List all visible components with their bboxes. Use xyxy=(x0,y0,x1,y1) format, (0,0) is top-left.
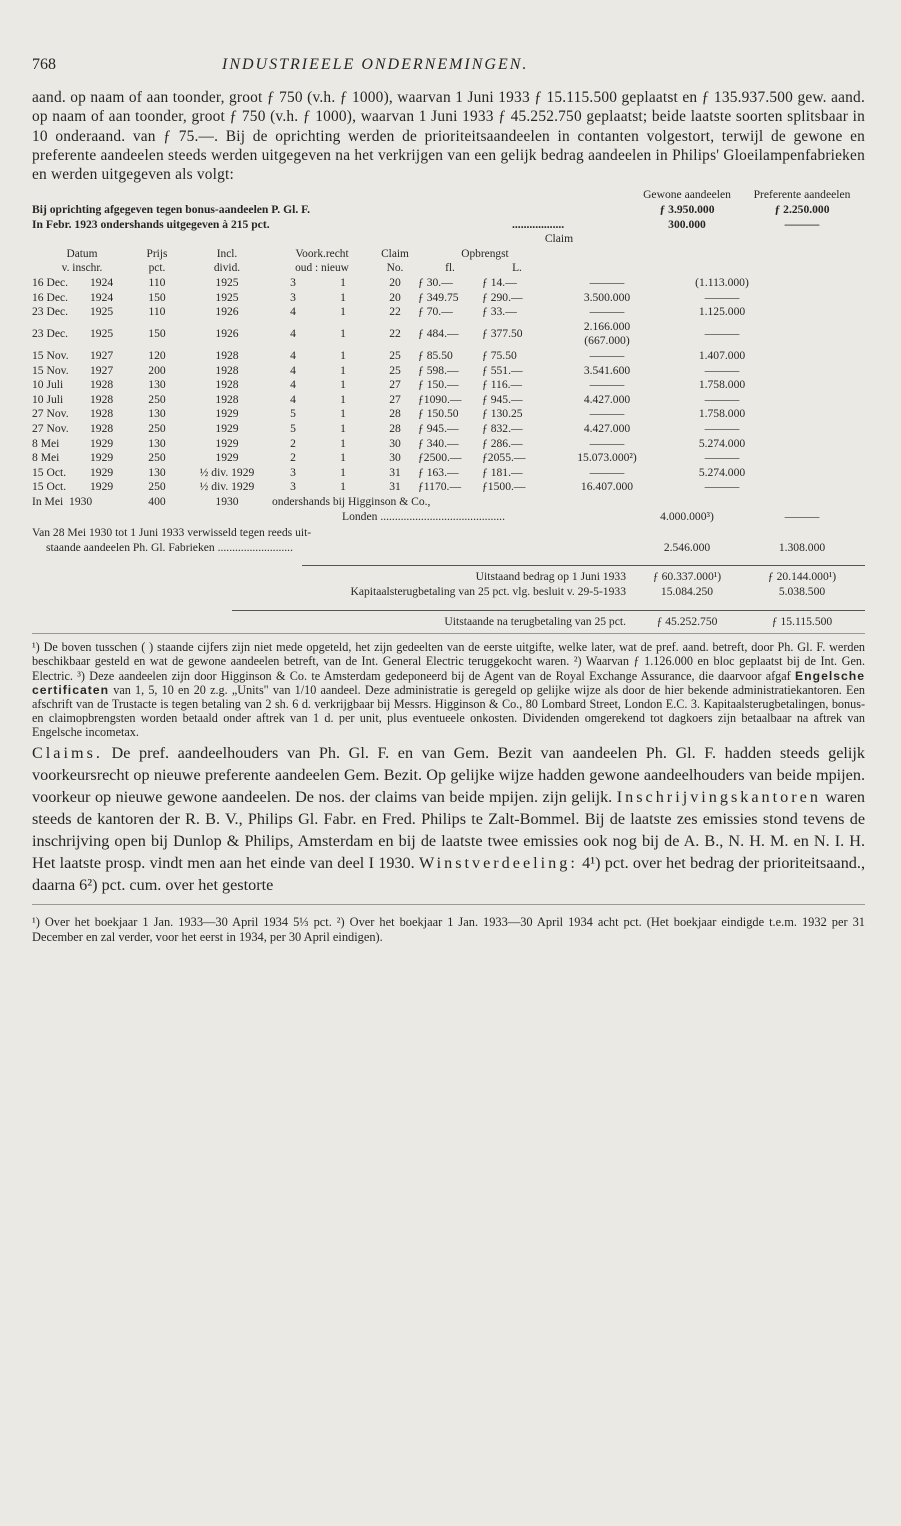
table-row: 15 Oct. 1929 130 ½ div. 1929 3 1 31 ƒ 163.— ƒ 181.— ——— 5.274.000 xyxy=(32,465,746,479)
table-row: 27 Nov. 1928 250 1929 5 1 28 ƒ 945.— ƒ 832.— 4.427.000 ——— xyxy=(32,421,740,435)
row-na-terugbetaling: Uitstaande na terugbetaling van 25 pct. ƒ 45.252.750 ƒ 15.115.500 xyxy=(444,614,833,628)
engelsche-certificaten-text: Engelsche certificaten xyxy=(32,668,866,697)
claim-header-row: Claim xyxy=(544,232,574,246)
row-verwisseld-2: staande aandeelen Ph. Gl. Fabrieken .......................... 2.546.000 1.308.000 xyxy=(46,540,826,554)
table-row: 8 Mei 1929 130 1929 2 1 30 ƒ 340.— ƒ 286.— ——— 5.274.000 xyxy=(32,436,746,450)
row-mei-2: Londen ........................................... 4.000.000³) ——— xyxy=(342,509,820,523)
running-title: INDUSTRIEELE ONDERNEMINGEN. xyxy=(222,56,529,73)
page-number: 768 xyxy=(32,56,56,73)
table-row: 15 Oct. 1929 250 ½ div. 1929 3 1 31 ƒ1170.— ƒ1500.— 16.407.000 ——— xyxy=(32,480,740,494)
emission-table xyxy=(32,188,865,629)
table-row: 16 Dec. 1924 110 1925 3 1 20 ƒ 30.— ƒ 14.— ——— (1.113.000) xyxy=(32,276,749,290)
col-preferente: Preferente aandeelen xyxy=(753,188,851,202)
table-row: 23 Dec. 1925 110 1926 4 1 22 ƒ 70.— ƒ 33.— ——— 1.125.000 xyxy=(32,305,746,319)
table-divider-2 xyxy=(232,610,865,611)
table-row: 15 Nov. 1927 200 1928 4 1 25 ƒ 598.— ƒ 551.— 3.541.600 ——— xyxy=(32,363,740,377)
table-col-headers xyxy=(32,188,865,203)
table-row: 16 Dec. 1924 150 1925 3 1 20 ƒ 349.75 ƒ 290.— 3.500.000 ——— xyxy=(32,290,740,304)
table-divider-1 xyxy=(302,565,865,566)
row-oprichting: Bij oprichting afgegeven tegen bonus-aandeelen P. Gl. F. ƒ 3.950.000 ƒ 2.250.000 xyxy=(32,203,830,217)
table-row: 15 Nov. 1927 120 1928 4 1 25 ƒ 85.50 ƒ 75.50 ——— 1.407.000 xyxy=(32,349,746,363)
table-row: 10 Juli 1928 130 1928 4 1 27 ƒ 150.— ƒ 116.— ——— 1.758.000 xyxy=(32,378,746,392)
table-row: 23 Dec. 1925 150 1926 4 1 22 ƒ 484.— ƒ 377.50 2.166.000 (667.000) ——— xyxy=(32,319,740,348)
table-row: 10 Juli 1928 250 1928 4 1 27 ƒ1090.— ƒ 945.— 4.427.000 ——— xyxy=(32,392,740,406)
row-uitstaand: Uitstaand bedrag op 1 Juni 1933 ƒ 60.337.000¹) ƒ 20.144.000¹) xyxy=(475,570,837,584)
table-row: 27 Nov. 1928 130 1929 5 1 28 ƒ 150.50 ƒ 130.25 ——— 1.758.000 xyxy=(32,407,746,421)
page-header xyxy=(32,56,865,74)
col-gewone: Gewone aandeelen xyxy=(643,188,731,202)
row-febr: In Febr. 1923 ondershands uitgegeven à 215 pct. .................. 300.000 ——— xyxy=(32,217,820,231)
table-row: 8 Mei 1929 250 1929 2 1 30 ƒ2500.— ƒ2055.— 15.073.000²) ——— xyxy=(32,451,740,465)
intro-paragraph: aand. op naam of aan toonder, groot ƒ 750 (v.h. ƒ 1000), waarvan 1 Juni 1933 ƒ 15.115.500 geplaatst en ƒ 135.937.500 gew. aand. op naam of aan toonder, groot ƒ 750 (v.h. ƒ 1000), waarvan 1 Juni 1933 ƒ 45.252.750 geplaatst; beide laatste soorten splitsbaar in 10 onderaand. van ƒ 75.—. Bij de oprichting werden de prioriteitsaandeelen in contanten volgestort, terwijl de gewone en preferente aandeelen steeds werden uitgegeven na het verkrijgen van een gelijk bedrag aandeelen in Philips' Gloeilampenfabrieken en werden uitgegeven als volgt: xyxy=(32,89,865,184)
emission-rows xyxy=(32,276,865,495)
row-kapitaal: Kapitaalsterugbetaling van 25 pct. vlg. besluit v. 29-5-1933 15.084.250 5.038.500 xyxy=(350,584,826,598)
footnote-block-2: ¹) Over het boekjaar 1 Jan. 1933—30 April 1934 5⅓ pct. ²) Over het boekjaar 1 Jan. 1933—30 April 1934 acht pct. (Het boekjaar eindigde t.e.m. 1932 per 31 December en zal verder, voor het eerst in 1934, per 30 April eindigen). xyxy=(32,915,865,944)
footnote-divider xyxy=(32,633,865,634)
table-subheader-1: Datum Prijs Incl. Voork.recht Claim Opbrengst xyxy=(66,247,509,260)
table-subheader-2: v. inschr. pct. divid. oud : nieuw No. fl. L. xyxy=(61,262,522,275)
footnote-block-1: ¹) De boven tusschen ( ) staande cijfers zijn niet mede opgeteld, het zijn gedeelten van de eerste uitgifte, welke later, wat de pref. aand. betreft, door Ph. Gl. F. werden beschikbaar gesteld en wat de gewone aandeelen betreft, van de Int. General Electric teruggekocht waren. ²) Waarvan ƒ 1.126.000 en bloc geplaatst bij de Int. Gen. Electric. ³) Deze aandeelen zijn door Higginson & Co. te Amsterdam gedeponeerd bij de Agent van de Royal Exchange Assurance, die daarvoor afgaf Engelsche certificaten van 1, 5, 10 en 20 z.g. „Units" van 1/10 aandeel. Deze administratie is geregeld op gelijke wijze als door de hier bekende administratiekantoren. Een afschrift van de Trustacte is tegen betaling van 2 sh. 6 d. verkrijgbaar bij Messrs. Higginson & Co., 80 Lombard Street, London E.C. 3. Kapitaalsterugbetalingen, bonus- en claimopbrengsten worden betaald onder aftrek van 1 d. per unit, plus eventueele onkosten. Dividenden omgerekend tot dagkoers zijn betaalbaar na aftrek van Engelsche incometax. xyxy=(32,640,866,740)
row-mei: In Mei 1930 400 1930 ondershands bij Higginson & Co., xyxy=(32,494,431,508)
row-verwisseld: Van 28 Mei 1930 tot 1 Juni 1933 verwisseld tegen reeds uit- xyxy=(32,526,312,540)
footnote-divider-2 xyxy=(32,904,865,905)
claims-paragraph: Claims. De pref. aandeelhouders van Ph. Gl. F. en van Gem. Bezit van aandeelen Ph. Gl. F. hadden steeds gelijk voorkeursrecht op nieuwe preferente aandeelen Gem. Bezit. Op gelijke wijze hadden gewone aandeelhouders van beide mpijen. voorkeur op nieuwe gewone aandeelen. De nos. der claims van beide mpijen. zijn gelijk. Inschrijvingskantoren waren steeds de kantoren der R. B. V., Philips Gl. Fabr. en Fred. Philips te Zalt-Bommel. Bij de laatste zes emissies stond tevens de inschrijving open bij Dunlop & Philips, Amsterdam en bij de laatste twee emissies ook nog bij de A. B., N. H. M. en N. I. H. Het laatste prosp. vindt men aan het einde van deel I 1930. Winstverdeeling: 4¹) pct. over het bedrag der prioriteitsaand., daarna 6²) pct. cum. over het gestorte xyxy=(32,743,866,895)
